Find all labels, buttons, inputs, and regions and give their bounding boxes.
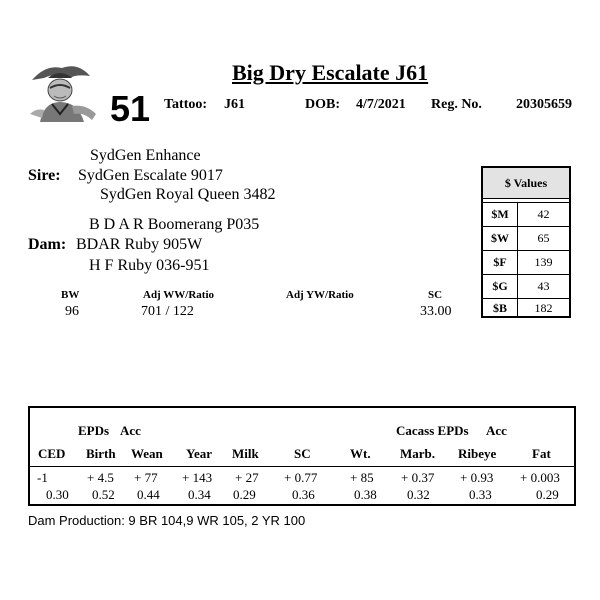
dollar-value: 42 (537, 207, 550, 221)
epd-accuracy: 0.38 (354, 487, 377, 502)
epd-column-header: Wt. (350, 446, 371, 461)
dollar-value-row (483, 274, 569, 298)
epd-accuracy: 0.33 (469, 487, 492, 502)
epd-value: + 0.93 (460, 470, 494, 485)
carcass-epd-group-label: Cacass EPDs (396, 423, 469, 438)
bw-label: BW (61, 289, 80, 301)
sire-name: SydGen Escalate 9017 (78, 167, 223, 184)
adj-yw-label: Adj YW/Ratio (286, 289, 354, 301)
epd-column-header: Birth (86, 446, 116, 461)
dollar-values-header: $ Values (483, 168, 569, 199)
tattoo-label: Tattoo: (164, 97, 208, 112)
cowboy-logo (26, 58, 100, 122)
epd-group-acc-label: Acc (120, 423, 141, 438)
adj-ww-value: 701 / 122 (141, 304, 194, 319)
dollar-value-row (483, 226, 569, 250)
dob-label: DOB: (305, 97, 340, 112)
epd-column-header: Fat (532, 446, 551, 461)
epd-divider (30, 466, 574, 467)
reg-no-value: 20305659 (516, 97, 572, 112)
epd-column-header: Milk (232, 446, 259, 461)
dollar-values-table (481, 166, 571, 318)
adj-ww-label: Adj WW/Ratio (143, 289, 214, 301)
epd-accuracy: 0.52 (92, 487, 115, 502)
dollar-value: 139 (534, 255, 553, 269)
epd-value: + 4.5 (87, 470, 114, 485)
epd-column-header: Year (186, 446, 212, 461)
dob-value: 4/7/2021 (356, 97, 406, 112)
sc-value: 33.00 (420, 304, 452, 319)
dollar-value-label: $F (483, 251, 518, 274)
epd-accuracy: 0.29 (536, 487, 559, 502)
epd-accuracy: 0.29 (233, 487, 256, 502)
epd-value: + 77 (134, 470, 158, 485)
epd-value: + 0.003 (520, 470, 560, 485)
epd-accuracy: 0.32 (407, 487, 430, 502)
sire-sire: SydGen Enhance (90, 147, 201, 164)
epd-accuracy: 0.34 (188, 487, 211, 502)
dollar-value-row (483, 298, 569, 318)
dam-production: Dam Production: 9 BR 104,9 WR 105, 2 YR 100 (28, 513, 306, 528)
dollar-value: 65 (537, 231, 550, 245)
dam-label: Dam: (28, 236, 67, 253)
animal-name-title: Big Dry Escalate J61 (232, 60, 429, 85)
dollar-value-label: $W (483, 227, 518, 250)
dollar-value-label: $G (483, 275, 518, 298)
epd-accuracy: 0.36 (292, 487, 315, 502)
sc-label: SC (428, 289, 443, 301)
tattoo-value: J61 (224, 97, 245, 112)
sire-dam: SydGen Royal Queen 3482 (100, 186, 276, 203)
dam-sire: B D A R Boomerang P035 (89, 216, 260, 233)
epd-accuracy: 0.30 (46, 487, 69, 502)
reg-no-label: Reg. No. (431, 97, 482, 112)
epd-value: + 0.37 (401, 470, 435, 485)
epd-accuracy: 0.44 (137, 487, 160, 502)
sire-label: Sire: (28, 167, 61, 184)
epd-value: + 27 (235, 470, 259, 485)
dollar-value-row (483, 250, 569, 274)
dollar-value: 43 (537, 279, 550, 293)
epd-column-header: Ribeye (458, 446, 497, 461)
epd-column-header: Wean (131, 446, 163, 461)
dollar-value: 182 (534, 301, 553, 315)
epd-value: + 85 (350, 470, 374, 485)
epd-column-header: CED (38, 446, 66, 461)
epd-column-header: Marb. (400, 446, 436, 461)
dam-dam: H F Ruby 036-951 (89, 257, 210, 274)
carcass-epd-acc-label: Acc (486, 423, 507, 438)
epd-value: -1 (37, 470, 48, 485)
lot-number: 51 (110, 88, 151, 129)
dollar-value-label: $B (483, 299, 518, 318)
dollar-value-label: $M (483, 203, 518, 226)
dollar-value-row (483, 202, 569, 226)
dam-name: BDAR Ruby 905W (76, 236, 203, 253)
epd-column-header: SC (294, 446, 311, 461)
epd-value: + 0.77 (284, 470, 318, 485)
epd-group-label: EPDs (78, 423, 110, 438)
epd-value: + 143 (182, 470, 213, 485)
bw-value: 96 (65, 304, 79, 319)
